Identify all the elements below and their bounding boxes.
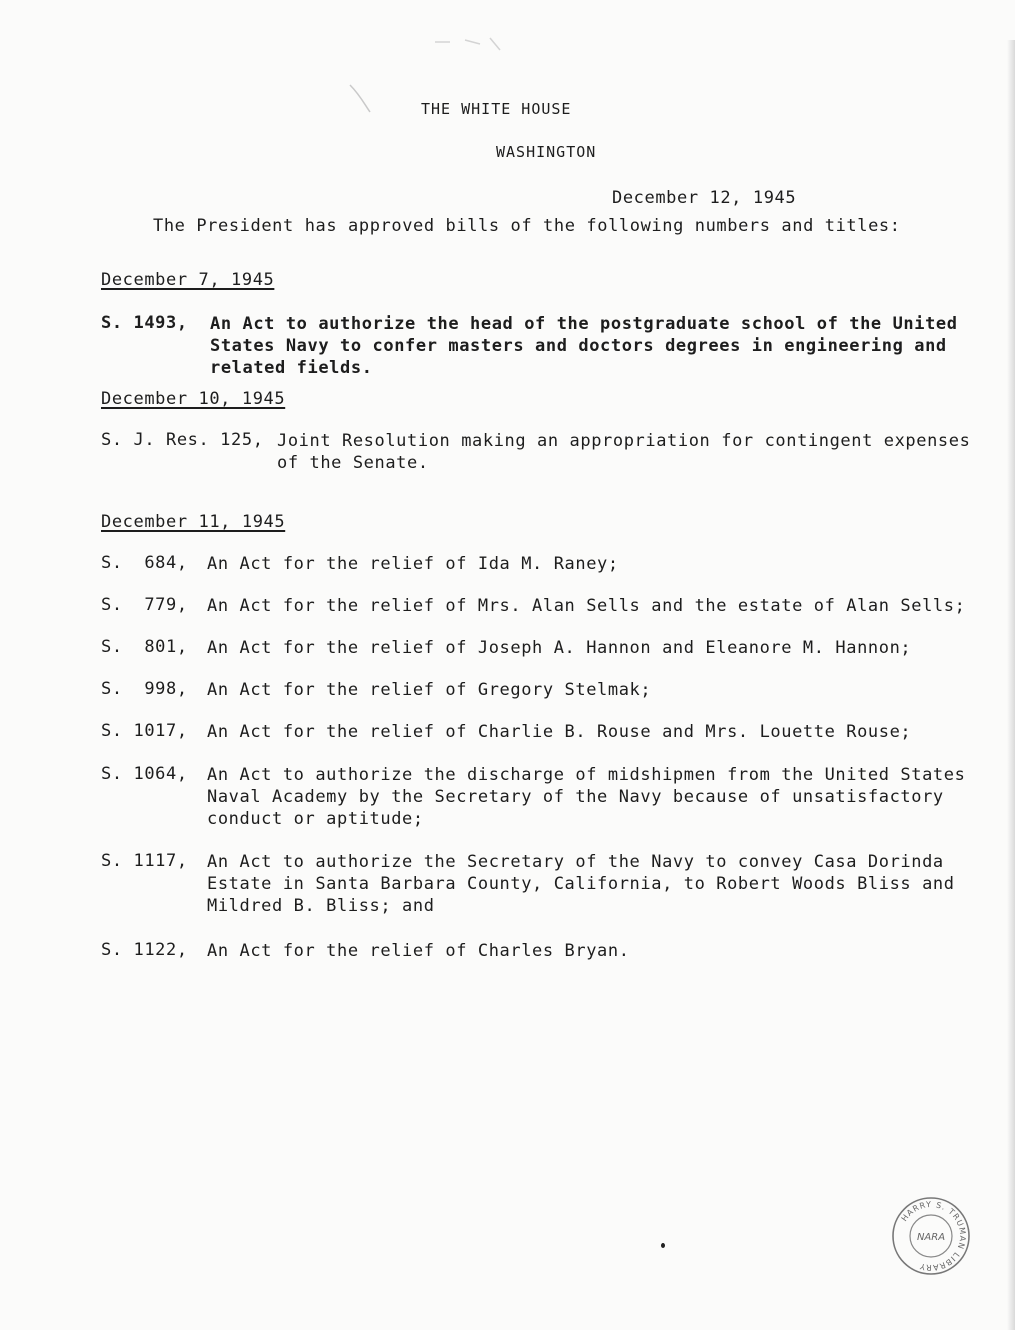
bill-title: An Act for the relief of Charles Bryan. bbox=[207, 941, 630, 961]
ink-dot bbox=[661, 1243, 665, 1248]
letterhead-line-1: THE WHITE HOUSE bbox=[421, 100, 572, 118]
bill-number: S. 1122, bbox=[101, 940, 188, 960]
bill-title: An Act to authorize the head of the postgraduate school of the United States Navy to confer masters and doctors degrees in engineering and related fields. bbox=[210, 314, 958, 378]
bill-title: An Act for the relief of Joseph A. Hannon and Eleanore M. Hannon; bbox=[207, 638, 912, 658]
bill-number: S. 1117, bbox=[101, 851, 188, 871]
bill-number: S. 1017, bbox=[101, 721, 188, 741]
bill-title: An Act for the relief of Gregory Stelmak; bbox=[207, 680, 652, 700]
section-heading: December 10, 1945 bbox=[101, 389, 286, 409]
bill-number: S. 1064, bbox=[101, 764, 188, 784]
section-heading: December 11, 1945 bbox=[101, 512, 286, 532]
bill-number: S. 684, bbox=[101, 553, 188, 573]
bill-title: An Act to authorize the Secretary of the Navy to convey Casa Dorinda Estate in Santa Barbara County, California, to Robert Woods Bliss and Mildred B. Bliss; and bbox=[207, 852, 955, 916]
bill-title: An Act for the relief of Ida M. Raney; bbox=[207, 554, 619, 574]
bill-title: An Act to authorize the discharge of midshipmen from the United States Naval Academy by the Secretary of the Navy because of unsatisfactory conduct or aptitude; bbox=[207, 765, 966, 829]
bill-number: S. 801, bbox=[101, 637, 188, 657]
page-edge-shadow bbox=[1007, 40, 1015, 1330]
bill-title: An Act for the relief of Charlie B. Rouse and Mrs. Louette Rouse; bbox=[207, 722, 912, 742]
section-heading: December 7, 1945 bbox=[101, 270, 275, 290]
document-date: December 12, 1945 bbox=[612, 188, 797, 208]
bill-title: Joint Resolution making an appropriation for contingent expenses of the Senate. bbox=[277, 431, 971, 473]
stamp-inner-text: NARA bbox=[916, 1232, 946, 1243]
archive-stamp bbox=[890, 1195, 972, 1277]
bill-number: S. 998, bbox=[101, 679, 188, 699]
letterhead-line-2: WASHINGTON bbox=[496, 143, 597, 161]
bill-title: An Act for the relief of Mrs. Alan Sells and the estate of Alan Sells; bbox=[207, 596, 966, 616]
bill-number: S. J. Res. 125, bbox=[101, 430, 264, 450]
bill-number: S. 779, bbox=[101, 595, 188, 615]
intro-text: The President has approved bills of the following numbers and titles: bbox=[153, 216, 901, 236]
stamp-outer-text: HARRY S. TRUMAN LIBRARY bbox=[899, 1199, 968, 1273]
bill-number: S. 1493, bbox=[101, 313, 188, 333]
